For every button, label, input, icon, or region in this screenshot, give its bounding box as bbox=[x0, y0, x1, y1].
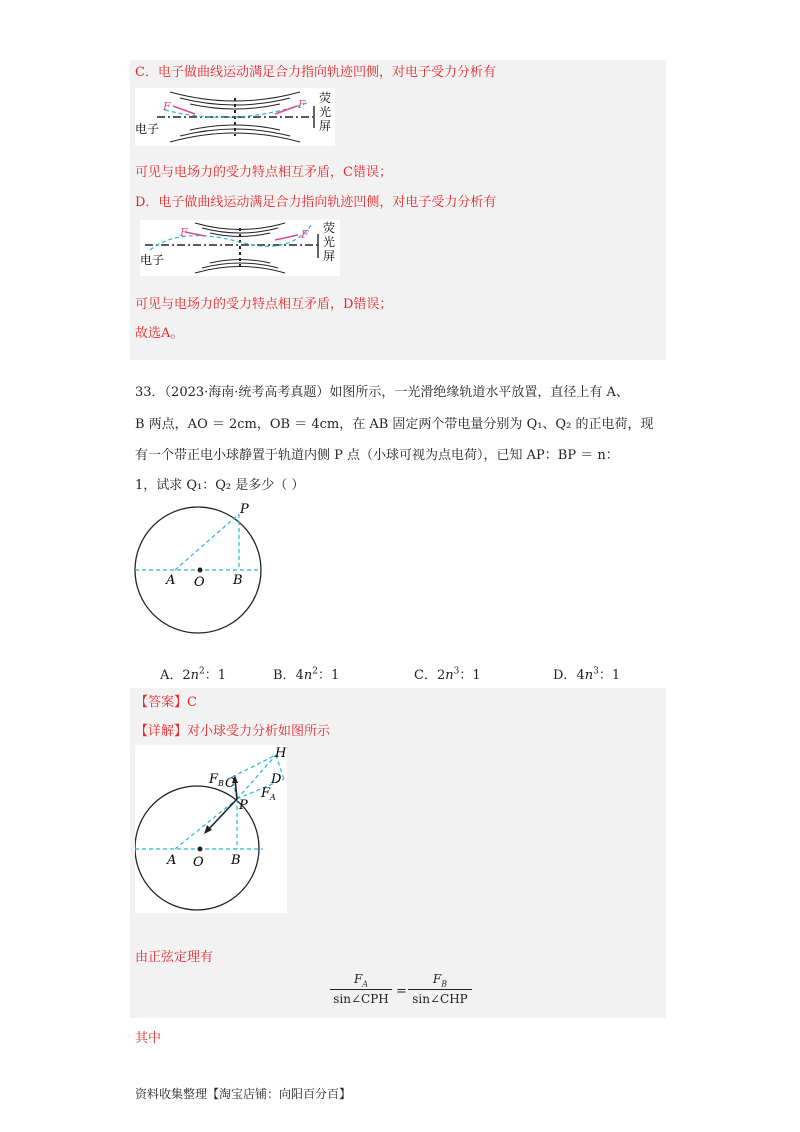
option-c-analysis: C．电子做曲线运动满足合力指向轨迹凹侧，对电子受力分析有 bbox=[135, 65, 496, 80]
point-p-label: P bbox=[240, 502, 249, 517]
force-fa-sub: A bbox=[270, 793, 276, 802]
option-d-coef: 4 bbox=[576, 668, 585, 683]
point-h-label: H bbox=[275, 746, 287, 761]
point-a-label: A bbox=[167, 853, 177, 868]
detail-line bbox=[135, 723, 330, 741]
formula-left-fraction bbox=[330, 972, 392, 1006]
option-a-var: n bbox=[190, 668, 200, 683]
option-c-coef: 2 bbox=[436, 668, 446, 683]
option-a-tail: ：1 bbox=[204, 668, 227, 683]
question-line-1: 33．（2023·海南·统考高考真题）如图所示，一光滑绝缘轨道水平放置，直径上有 A、 bbox=[135, 385, 629, 400]
screen-label-3: 屏 bbox=[319, 119, 332, 133]
sine-rule-formula bbox=[330, 972, 475, 1016]
option-a-exp: 2 bbox=[199, 666, 205, 677]
option-c-exp: 3 bbox=[453, 666, 460, 677]
force-fb-f: F bbox=[209, 772, 219, 787]
point-d-label: D bbox=[271, 772, 282, 787]
answer-line bbox=[135, 694, 197, 712]
figure-electron-d bbox=[140, 220, 340, 276]
option-b bbox=[273, 664, 339, 683]
figure-force-svg bbox=[135, 745, 287, 913]
force-fb-label bbox=[208, 772, 224, 788]
question-line-3: 有一个带正电小球静置于轨道内侧 P 点（小球可视为点电荷），已知 AP：BP ＝ n： bbox=[135, 448, 619, 463]
option-c-result: 可见与电场力的受力特点相互矛盾，C错误； bbox=[135, 165, 392, 180]
option-d-result: 可见与电场力的受力特点相互矛盾，D错误； bbox=[135, 297, 393, 312]
option-a-coef: 2 bbox=[182, 668, 191, 683]
figure-question-circle bbox=[130, 500, 275, 640]
option-b-tail: ：1 bbox=[317, 668, 340, 683]
formula-left-num-sub: A bbox=[362, 979, 369, 989]
force-fa-label bbox=[260, 786, 276, 802]
option-b-exp: 2 bbox=[312, 666, 318, 677]
formula-left-num bbox=[330, 972, 392, 990]
option-d-var: n bbox=[584, 668, 594, 683]
point-b-label: B bbox=[231, 853, 241, 868]
force-label-left: F bbox=[180, 226, 188, 239]
screen-label-1: 荧 bbox=[323, 221, 336, 235]
question-line-2: B 两点，AO ＝ 2cm，OB ＝ 4cm，在 AB 固定两个带电量分别为 Q₁、Q₂ 的正电荷，现 bbox=[135, 417, 654, 432]
screen-label-1: 荧 bbox=[319, 91, 332, 105]
option-d-tail: ：1 bbox=[598, 668, 621, 683]
option-c-var: n bbox=[445, 668, 454, 683]
conclusion: 故选A。 bbox=[135, 326, 184, 341]
point-b-label: B bbox=[233, 573, 243, 588]
option-a bbox=[160, 664, 226, 683]
figure-electron-c bbox=[135, 88, 335, 146]
figure-electron-d-svg bbox=[140, 220, 340, 276]
figure-electron-c-svg bbox=[135, 88, 335, 146]
formula-left-den: sin∠CPH bbox=[333, 992, 389, 1007]
point-o-label: O bbox=[194, 575, 205, 590]
option-a-label: A． bbox=[160, 668, 183, 683]
answer-tag: 【答案】 bbox=[135, 695, 188, 710]
figure-question-svg bbox=[130, 500, 275, 640]
detail-tag: 【详解】 bbox=[135, 724, 188, 739]
screen-label-2: 光 bbox=[323, 235, 336, 249]
formula-right-num bbox=[408, 972, 472, 990]
force-fb-sub: B bbox=[218, 779, 224, 788]
electron-label: 电子 bbox=[135, 122, 160, 136]
question-line-4: 1，试求 Q₁：Q₂ 是多少（ ） bbox=[135, 478, 305, 493]
point-c-label: C bbox=[225, 776, 235, 791]
option-b-label: B． bbox=[273, 668, 296, 683]
force-label-right: F bbox=[301, 228, 309, 241]
force-label-right: F bbox=[298, 98, 306, 111]
screen-label-3: 屏 bbox=[323, 249, 336, 263]
point-o-label: O bbox=[193, 855, 204, 870]
option-b-coef: 4 bbox=[295, 668, 304, 683]
screen-label-2: 光 bbox=[319, 105, 332, 119]
figure-force-analysis bbox=[135, 745, 287, 913]
option-d-analysis: D．电子做曲线运动满足合力指向轨迹凹侧，对电子受力分析有 bbox=[135, 195, 497, 210]
point-p-label: P bbox=[239, 798, 248, 813]
answer-value: C bbox=[187, 695, 197, 710]
detail-text: 对小球受力分析如图所示 bbox=[187, 724, 331, 739]
page-footer: 资料收集整理【淘宝店铺：向阳百分百】 bbox=[135, 1087, 352, 1101]
option-d-label: D． bbox=[553, 668, 577, 683]
formula-right-num-sub: B bbox=[441, 979, 448, 989]
option-c-label: C． bbox=[414, 668, 437, 683]
option-d bbox=[553, 664, 620, 683]
among-text: 其中 bbox=[135, 1031, 162, 1046]
formula-right-num-f: F bbox=[432, 972, 442, 986]
formula-right-fraction bbox=[408, 972, 472, 1006]
option-c bbox=[414, 664, 481, 683]
option-b-var: n bbox=[303, 668, 313, 683]
option-d-exp: 3 bbox=[593, 666, 599, 677]
option-c-tail: ：1 bbox=[459, 668, 481, 683]
formula-equals: = bbox=[396, 984, 407, 999]
electron-label: 电子 bbox=[140, 253, 165, 267]
sine-rule-text: 由正弦定理有 bbox=[135, 950, 214, 965]
point-a-label: A bbox=[166, 573, 176, 588]
force-label-left: F bbox=[163, 100, 171, 113]
formula-left-num-f: F bbox=[353, 972, 363, 986]
force-fa-f: F bbox=[261, 786, 271, 801]
formula-right-den: sin∠CHP bbox=[412, 992, 468, 1007]
